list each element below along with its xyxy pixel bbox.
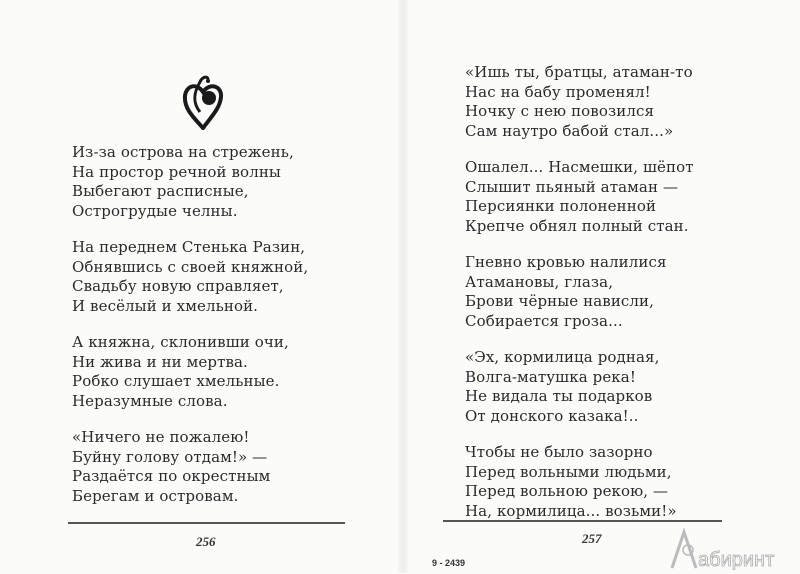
stanza: [465, 63, 694, 141]
verse-line: «Ничего не пожалею!: [72, 428, 250, 446]
stanza: [465, 158, 694, 236]
right-page-rule: [443, 520, 722, 522]
verse-line: А княжна, склонивши очи,: [72, 333, 289, 351]
verse-line: Ни жива и ни мертва.: [72, 352, 248, 371]
verse-line: Нас на бабу променял!: [465, 82, 651, 101]
stanza: [72, 333, 308, 411]
stanza: [72, 428, 308, 506]
verse-line: На переднем Стенька Разин,: [72, 238, 306, 256]
left-page-rule: [68, 522, 345, 524]
svg-text:абиринт: абиринт: [698, 549, 775, 570]
right-page-poem: [465, 63, 694, 538]
book-gutter: [398, 0, 408, 573]
verse-line: Собирается гроза...: [465, 311, 623, 330]
verse-line: На, кормилица... возьми!»: [465, 501, 677, 520]
verse-line: Робко слушает хмельные.: [72, 372, 280, 390]
verse-line: Персиянки полоненной: [465, 197, 657, 215]
verse-line: Слышит пьяный атаман —: [465, 177, 679, 196]
verse-line: Перед вольною рекою, —: [465, 482, 669, 500]
verse-line: «Ишь ты, братцы, атаман-то: [465, 63, 693, 81]
verse-line: Перед вольными людьми,: [465, 462, 672, 481]
verse-line: Выбегают расписные,: [72, 182, 249, 200]
verse-line: Ночку с нею повозился: [465, 102, 655, 120]
treble-bass-clef-heart-icon: [182, 72, 224, 130]
verse-line: Неразумные слова.: [72, 391, 228, 410]
verse-line: Свадьбу новую справляет,: [72, 277, 284, 295]
labirint-watermark-logo: [668, 528, 793, 570]
right-page-number: 257: [582, 531, 602, 546]
left-page-poem: [72, 143, 308, 523]
left-page-number: 256: [196, 534, 216, 549]
signature-mark: 9 - 2439: [432, 558, 466, 568]
verse-line: Из-за острова на стрежень,: [72, 143, 294, 161]
verse-line: Атамановы, глаза,: [465, 272, 614, 291]
verse-line: И весёлый и хмельной.: [72, 296, 259, 315]
verse-line: Чтобы не было зазорно: [465, 443, 653, 461]
verse-line: Крепче обнял полный стан.: [465, 216, 689, 235]
stanza: [465, 443, 694, 521]
verse-line: Раздаётся по окрестным: [72, 467, 271, 485]
verse-line: Гневно кровью налилися: [465, 253, 667, 271]
verse-line: Острогрудые челны.: [72, 201, 238, 220]
verse-line: «Эх, кормилица родная,: [465, 348, 660, 366]
verse-line: Волга-матушка река!: [465, 367, 636, 386]
verse-line: Брови чёрные нависли,: [465, 292, 655, 310]
stanza: [465, 253, 694, 331]
verse-line: Обнявшись с своей княжной,: [72, 257, 309, 276]
verse-line: Буйну голову отдам!» —: [72, 447, 268, 466]
verse-line: Сам наутро бабой стал...»: [465, 121, 674, 140]
verse-line: Берегам и островам.: [72, 486, 239, 505]
stanza: [465, 348, 694, 426]
verse-line: Не видала ты подарков: [465, 387, 653, 405]
stanza: [72, 143, 308, 221]
verse-line: Ошалел... Насмешки, шёпот: [465, 158, 694, 176]
stanza: [72, 238, 308, 316]
verse-line: На простор речной волны: [72, 162, 281, 181]
verse-line: От донского казака!..: [465, 406, 639, 425]
